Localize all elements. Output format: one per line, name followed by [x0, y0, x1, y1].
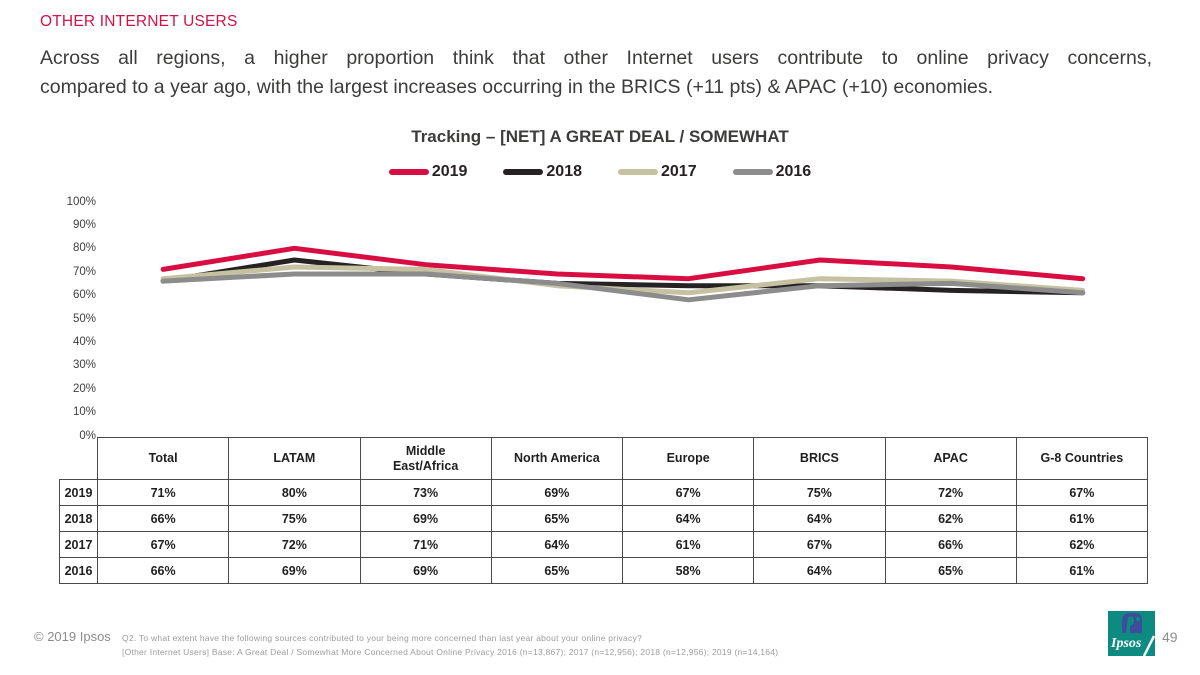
series-line-2017 — [163, 267, 1083, 293]
subtitle-line-1: Across all regions, a higher proportion think that other Internet users contribute to online privacy concerns, — [40, 47, 1152, 69]
y-tick-label: 60% — [72, 289, 96, 302]
table-value-cell: 64% — [623, 506, 754, 532]
page-number: 49 — [1162, 629, 1178, 645]
logo-dot — [1136, 617, 1140, 621]
legend-label: 2018 — [546, 163, 582, 180]
table-corner-cell — [60, 438, 98, 480]
table-value-cell: 66% — [885, 532, 1016, 558]
row-year-label: 2017 — [60, 532, 98, 558]
table-column-header: North America — [491, 438, 622, 480]
y-tick-label: 0% — [79, 429, 96, 442]
subtitle-line-2: compared to a year ago, with the largest increases occurring in the BRICS (+11 pts) & APAC (+10) economies. — [40, 75, 994, 98]
chart-legend — [0, 161, 1200, 183]
legend-label: 2019 — [431, 163, 468, 180]
legend-line-swatch — [733, 169, 773, 175]
y-tick-label: 90% — [72, 218, 96, 231]
row-year-label: 2018 — [60, 506, 98, 532]
table-value-cell: 62% — [1016, 532, 1147, 558]
series-line-2016 — [163, 274, 1083, 300]
table-row-2016 — [60, 558, 1148, 584]
table-column-header: LATAM — [229, 438, 360, 480]
table-column-header: Total — [98, 438, 229, 480]
table-value-cell: 66% — [98, 558, 229, 584]
table-column-header: G-8 Countries — [1016, 438, 1147, 480]
table-value-cell: 64% — [754, 506, 885, 532]
subtitle — [40, 44, 1152, 101]
table-value-cell: 61% — [1016, 558, 1147, 584]
table-row-2018 — [60, 506, 1148, 532]
ipsos-logo — [1108, 611, 1155, 656]
table-value-cell: 71% — [360, 532, 491, 558]
legend-line-swatch — [389, 169, 429, 175]
table-value-cell: 65% — [491, 558, 622, 584]
table-column-header: Europe — [623, 438, 754, 480]
footnote-line-2: [Other Internet Users] Base: A Great Deal / Somewhat More Concerned About Online Privacy 2016 (n=13,867); 2017 (n=12,956); 2018 (n=12,956); 2019 (n=14,164) — [122, 646, 779, 657]
table-value-cell: 67% — [1016, 480, 1147, 506]
legend-item-2017 — [618, 163, 697, 181]
table-value-cell: 69% — [229, 558, 360, 584]
table-value-cell: 62% — [885, 506, 1016, 532]
table-value-cell: 66% — [98, 506, 229, 532]
table-value-cell: 67% — [754, 532, 885, 558]
table-value-cell: 72% — [229, 532, 360, 558]
legend-item-2016 — [733, 163, 812, 181]
table-value-cell: 69% — [360, 558, 491, 584]
table-value-cell: 71% — [98, 480, 229, 506]
y-tick-label: 80% — [72, 242, 96, 255]
table-header-row — [60, 438, 1148, 480]
table-value-cell: 75% — [229, 506, 360, 532]
table-value-cell: 64% — [491, 532, 622, 558]
legend-item-2018 — [503, 163, 582, 181]
series-line-2019 — [163, 248, 1083, 278]
table-value-cell: 64% — [754, 558, 885, 584]
copyright-text: © 2019 Ipsos — [34, 629, 111, 644]
table-value-cell: 65% — [491, 506, 622, 532]
row-year-label: 2019 — [60, 480, 98, 506]
table-row-2019 — [60, 480, 1148, 506]
legend-line-swatch — [618, 169, 658, 175]
y-tick-label: 70% — [72, 265, 96, 278]
row-year-label: 2016 — [60, 558, 98, 584]
logo-wordmark: Ipsos — [1111, 636, 1142, 651]
series-line-2018 — [163, 260, 1083, 293]
y-tick-label: 40% — [72, 335, 96, 348]
chart-title: Tracking – [NET] A GREAT DEAL / SOMEWHAT — [411, 127, 789, 146]
table-value-cell: 67% — [98, 532, 229, 558]
table-column-header: BRICS — [754, 438, 885, 480]
legend-item-2019 — [389, 163, 468, 181]
y-tick-label: 30% — [72, 359, 96, 372]
legend-label: 2017 — [661, 163, 697, 180]
table-value-cell: 58% — [623, 558, 754, 584]
table-value-cell: 75% — [754, 480, 885, 506]
table-column-header: Middle East/Africa — [360, 438, 491, 480]
footnote — [122, 632, 778, 659]
y-tick-label: 50% — [72, 312, 96, 325]
y-tick-label: 20% — [72, 382, 96, 395]
kicker-title: OTHER INTERNET USERS — [40, 13, 238, 30]
y-tick-label: 100% — [66, 195, 96, 208]
table-value-cell: 69% — [360, 506, 491, 532]
table-value-cell: 61% — [623, 532, 754, 558]
legend-label: 2016 — [775, 163, 812, 180]
table-value-cell: 73% — [360, 480, 491, 506]
table-column-header: APAC — [885, 438, 1016, 480]
table-value-cell: 61% — [1016, 506, 1147, 532]
data-table — [59, 437, 1148, 584]
legend-line-swatch — [503, 169, 543, 175]
y-tick-label: 10% — [72, 406, 96, 419]
table-value-cell: 67% — [623, 480, 754, 506]
table-value-cell: 72% — [885, 480, 1016, 506]
table-row-2017 — [60, 532, 1148, 558]
footnote-line-1: Q2. To what extent have the following sources contributed to your being more concerned than last year about your online privacy? — [122, 633, 642, 643]
table-value-cell: 69% — [491, 480, 622, 506]
table-value-cell: 80% — [229, 480, 360, 506]
table-value-cell: 65% — [885, 558, 1016, 584]
